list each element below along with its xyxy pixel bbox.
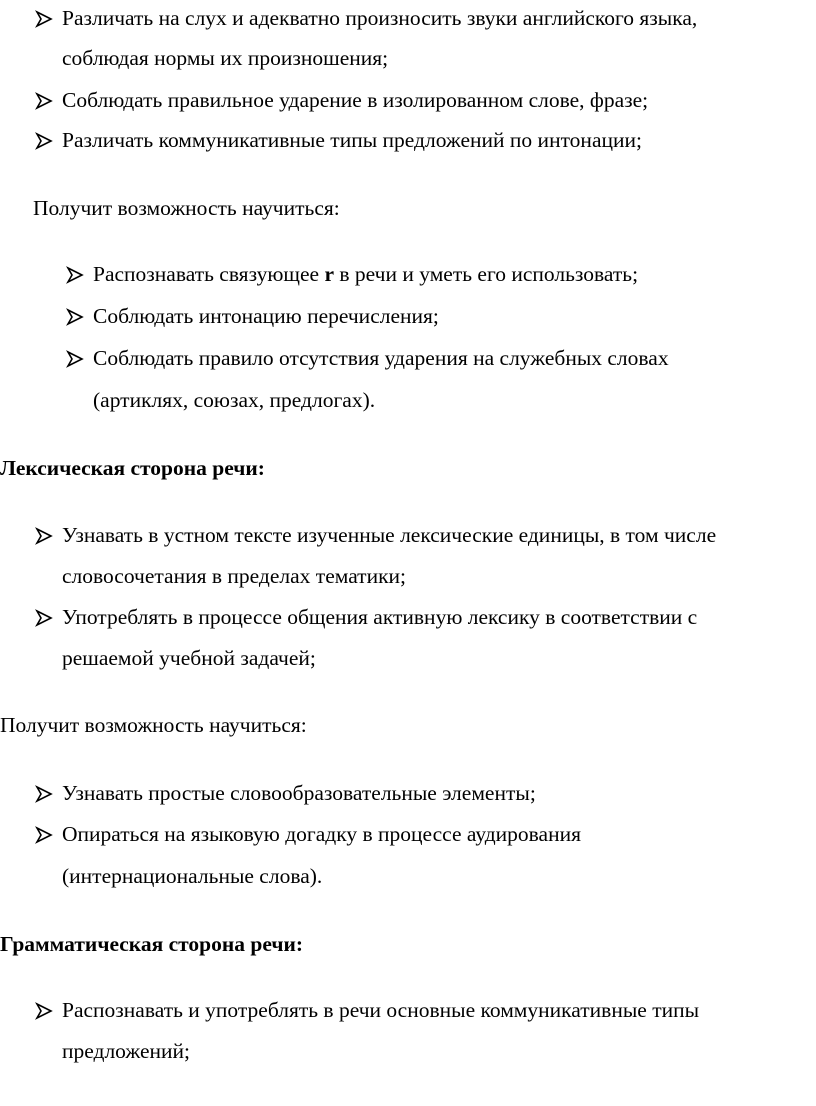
arrowhead-bullet-icon xyxy=(35,784,55,804)
arrowhead-bullet-icon xyxy=(35,825,55,845)
list-item-text: Узнавать простые словообразовательные элементы; xyxy=(62,781,536,805)
list-item-text-continued: предложений; xyxy=(62,1039,191,1063)
arrowhead-bullet-icon xyxy=(35,91,55,111)
arrowhead-bullet-icon xyxy=(35,608,55,628)
list-item-text: Соблюдать интонацию перечисления; xyxy=(93,304,439,328)
list-item-text: Опираться на языковую догадку в процессе аудирования xyxy=(62,822,581,846)
arrowhead-bullet-icon xyxy=(35,9,55,29)
arrowhead-bullet-icon xyxy=(35,131,55,151)
section-heading: Лексическая сторона речи: xyxy=(0,456,265,480)
list-item-text-continued: (интернациональные слова). xyxy=(62,864,323,888)
list-item-text: Соблюдать правило отсутствия ударения на служебных словах xyxy=(93,346,669,370)
section-heading: Грамматическая сторона речи: xyxy=(0,932,304,956)
list-item-text: Употреблять в процессе общения активную лексику в соответствии с xyxy=(62,605,698,629)
bold-letter: r xyxy=(324,262,334,286)
subheading: Получит возможность научиться: xyxy=(33,196,340,220)
arrowhead-bullet-icon xyxy=(66,307,86,327)
list-item-text-continued: (артиклях, союзах, предлогах). xyxy=(93,388,376,412)
list-item-text: Различать на слух и адекватно произносить звуки английского языка, xyxy=(62,6,698,30)
list-item-text: Различать коммуникативные типы предложений по интонации; xyxy=(62,128,642,152)
list-item-text-continued: словосочетания в пределах тематики; xyxy=(62,564,407,588)
text-segment: Распознавать связующее xyxy=(93,262,325,286)
list-item-text: Распознавать и употреблять в речи основные коммуникативные типы xyxy=(62,998,700,1022)
subheading: Получит возможность научиться: xyxy=(0,713,307,737)
arrowhead-bullet-icon xyxy=(66,349,86,369)
list-item-text-continued: решаемой учебной задачей; xyxy=(62,646,316,670)
list-item-text-continued: соблюдая нормы их произношения; xyxy=(62,46,389,70)
list-item-text: Узнавать в устном тексте изученные лексические единицы, в том числе xyxy=(62,523,717,547)
arrowhead-bullet-icon xyxy=(35,526,55,546)
list-item-text: Соблюдать правильное ударение в изолированном слове, фразе; xyxy=(62,88,649,112)
text-segment: в речи и уметь его использовать; xyxy=(334,262,639,286)
arrowhead-bullet-icon xyxy=(66,265,86,285)
arrowhead-bullet-icon xyxy=(35,1001,55,1021)
list-item-text xyxy=(93,264,638,286)
